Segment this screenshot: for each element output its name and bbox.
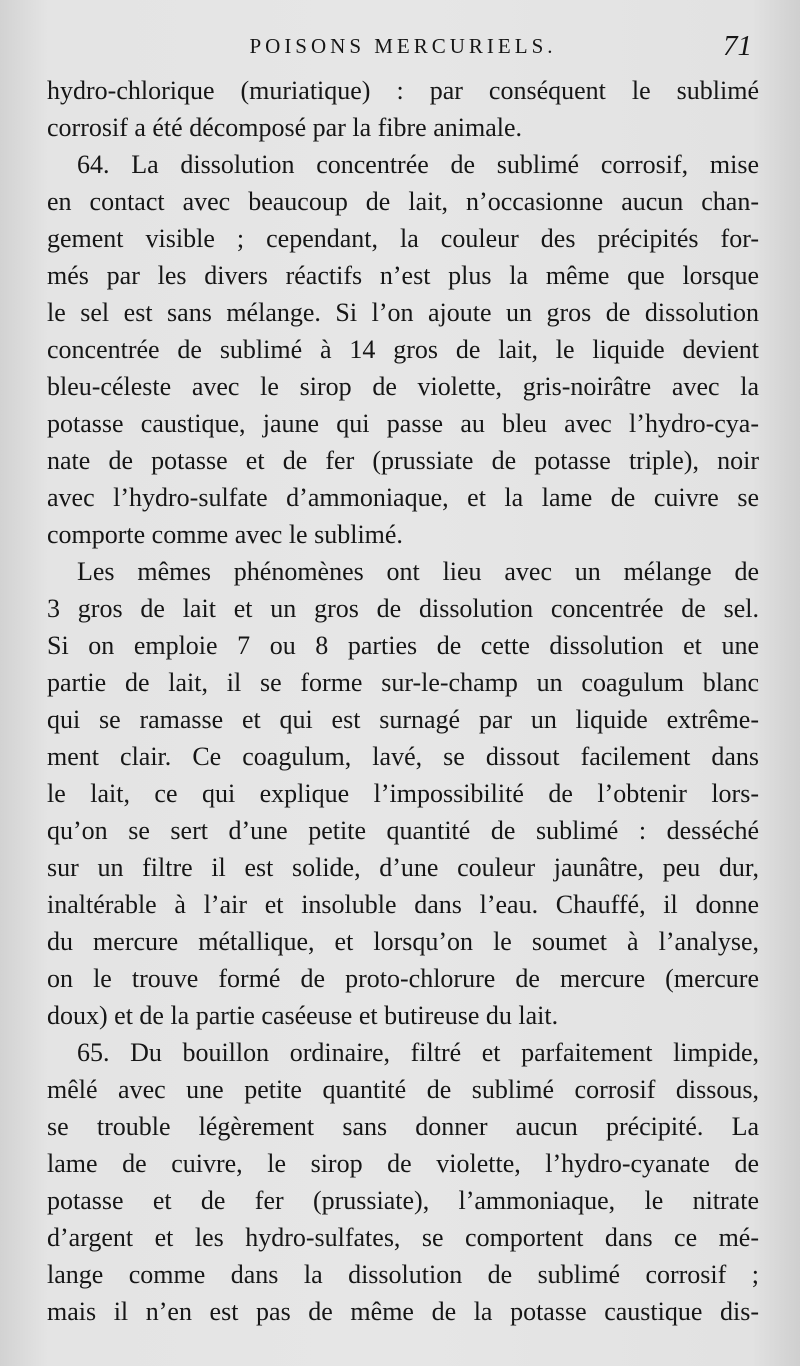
text-line: ment clair. Ce coagulum, lavé, se dissout facilement dans [47,742,759,771]
text-line: lange comme dans la dissolution de sublimé corrosif ; [47,1260,759,1289]
text-line: se trouble légèrement sans donner aucun précipité. La [47,1112,759,1141]
text-line: nate de potasse et de fer (prussiate de potasse triple), noir [47,446,759,475]
text-line: concentrée de sublimé à 14 gros de lait, le liquide devient [47,335,759,364]
text-line: du mercure métallique, et lorsqu’on le soumet à l’analyse, [47,927,759,956]
text-line: bleu-céleste avec le sirop de violette, gris-noirâtre avec la [47,372,759,401]
text-line: 3 gros de lait et un gros de dissolution concentrée de sel. [47,594,759,623]
text-line: partie de lait, il se forme sur-le-champ un coagulum blanc [47,668,759,697]
text-line: Les mêmes phénomènes ont lieu avec un mélange de [77,557,759,586]
text-line: 65. Du bouillon ordinaire, filtré et parfaitement limpide, [77,1038,759,1067]
text-line: potasse caustique, jaune qui passe au bleu avec l’hydro-cya- [47,409,759,438]
body-text [47,72,759,1330]
text-line: qu’on se sert d’une petite quantité de sublimé : desséché [47,816,759,845]
text-line: hydro-chlorique (muriatique) : par conséquent le sublimé [47,76,759,105]
page-number: 71 [723,30,752,62]
text-line: comporte comme avec le sublimé. [47,520,403,549]
text-line: avec l’hydro-sulfate d’ammoniaque, et la lame de cuivre se [47,483,759,512]
text-line: 64. La dissolution concentrée de sublimé corrosif, mise [77,150,759,179]
text-line: en contact avec beaucoup de lait, n’occasionne aucun chan- [47,187,759,216]
text-line: d’argent et les hydro-sulfates, se comportent dans ce mé- [47,1223,759,1252]
text-line: corrosif a été décomposé par la fibre animale. [47,113,522,142]
text-line: lame de cuivre, le sirop de violette, l’hydro-cyanate de [47,1149,759,1178]
text-line: mêlé avec une petite quantité de sublimé corrosif dissous, [47,1075,759,1104]
page-header [48,30,758,70]
text-line: qui se ramasse et qui est surnagé par un liquide extrême- [47,705,759,734]
text-line: potasse et de fer (prussiate), l’ammoniaque, le nitrate [47,1186,759,1215]
text-line: doux) et de la partie caséeuse et butireuse du lait. [47,1001,559,1030]
text-line: gement visible ; cependant, la couleur des précipités for- [47,224,759,253]
text-line: sur un filtre il est solide, d’une couleur jaunâtre, peu dur, [47,853,759,882]
text-line: inaltérable à l’air et insoluble dans l’eau. Chauffé, il donne [47,890,759,919]
paragraph-64 [47,146,759,553]
text-line: le lait, ce qui explique l’impossibilité de l’obtenir lors- [47,779,759,808]
text-line: on le trouve formé de proto-chlorure de mercure (mercure [47,964,759,993]
running-head: POISONS MERCURIELS. [249,34,557,58]
text-line: mais il n’en est pas de même de la potasse caustique dis- [47,1297,759,1326]
paragraph-65 [47,1034,759,1330]
text-line: le sel est sans mélange. Si l’on ajoute un gros de dissolution [47,298,759,327]
paragraph [47,553,759,1034]
text-line: més par les divers réactifs n’est plus la même que lorsque [47,261,759,290]
paragraph [47,72,759,146]
text-line: Si on emploie 7 ou 8 parties de cette dissolution et une [47,631,759,660]
